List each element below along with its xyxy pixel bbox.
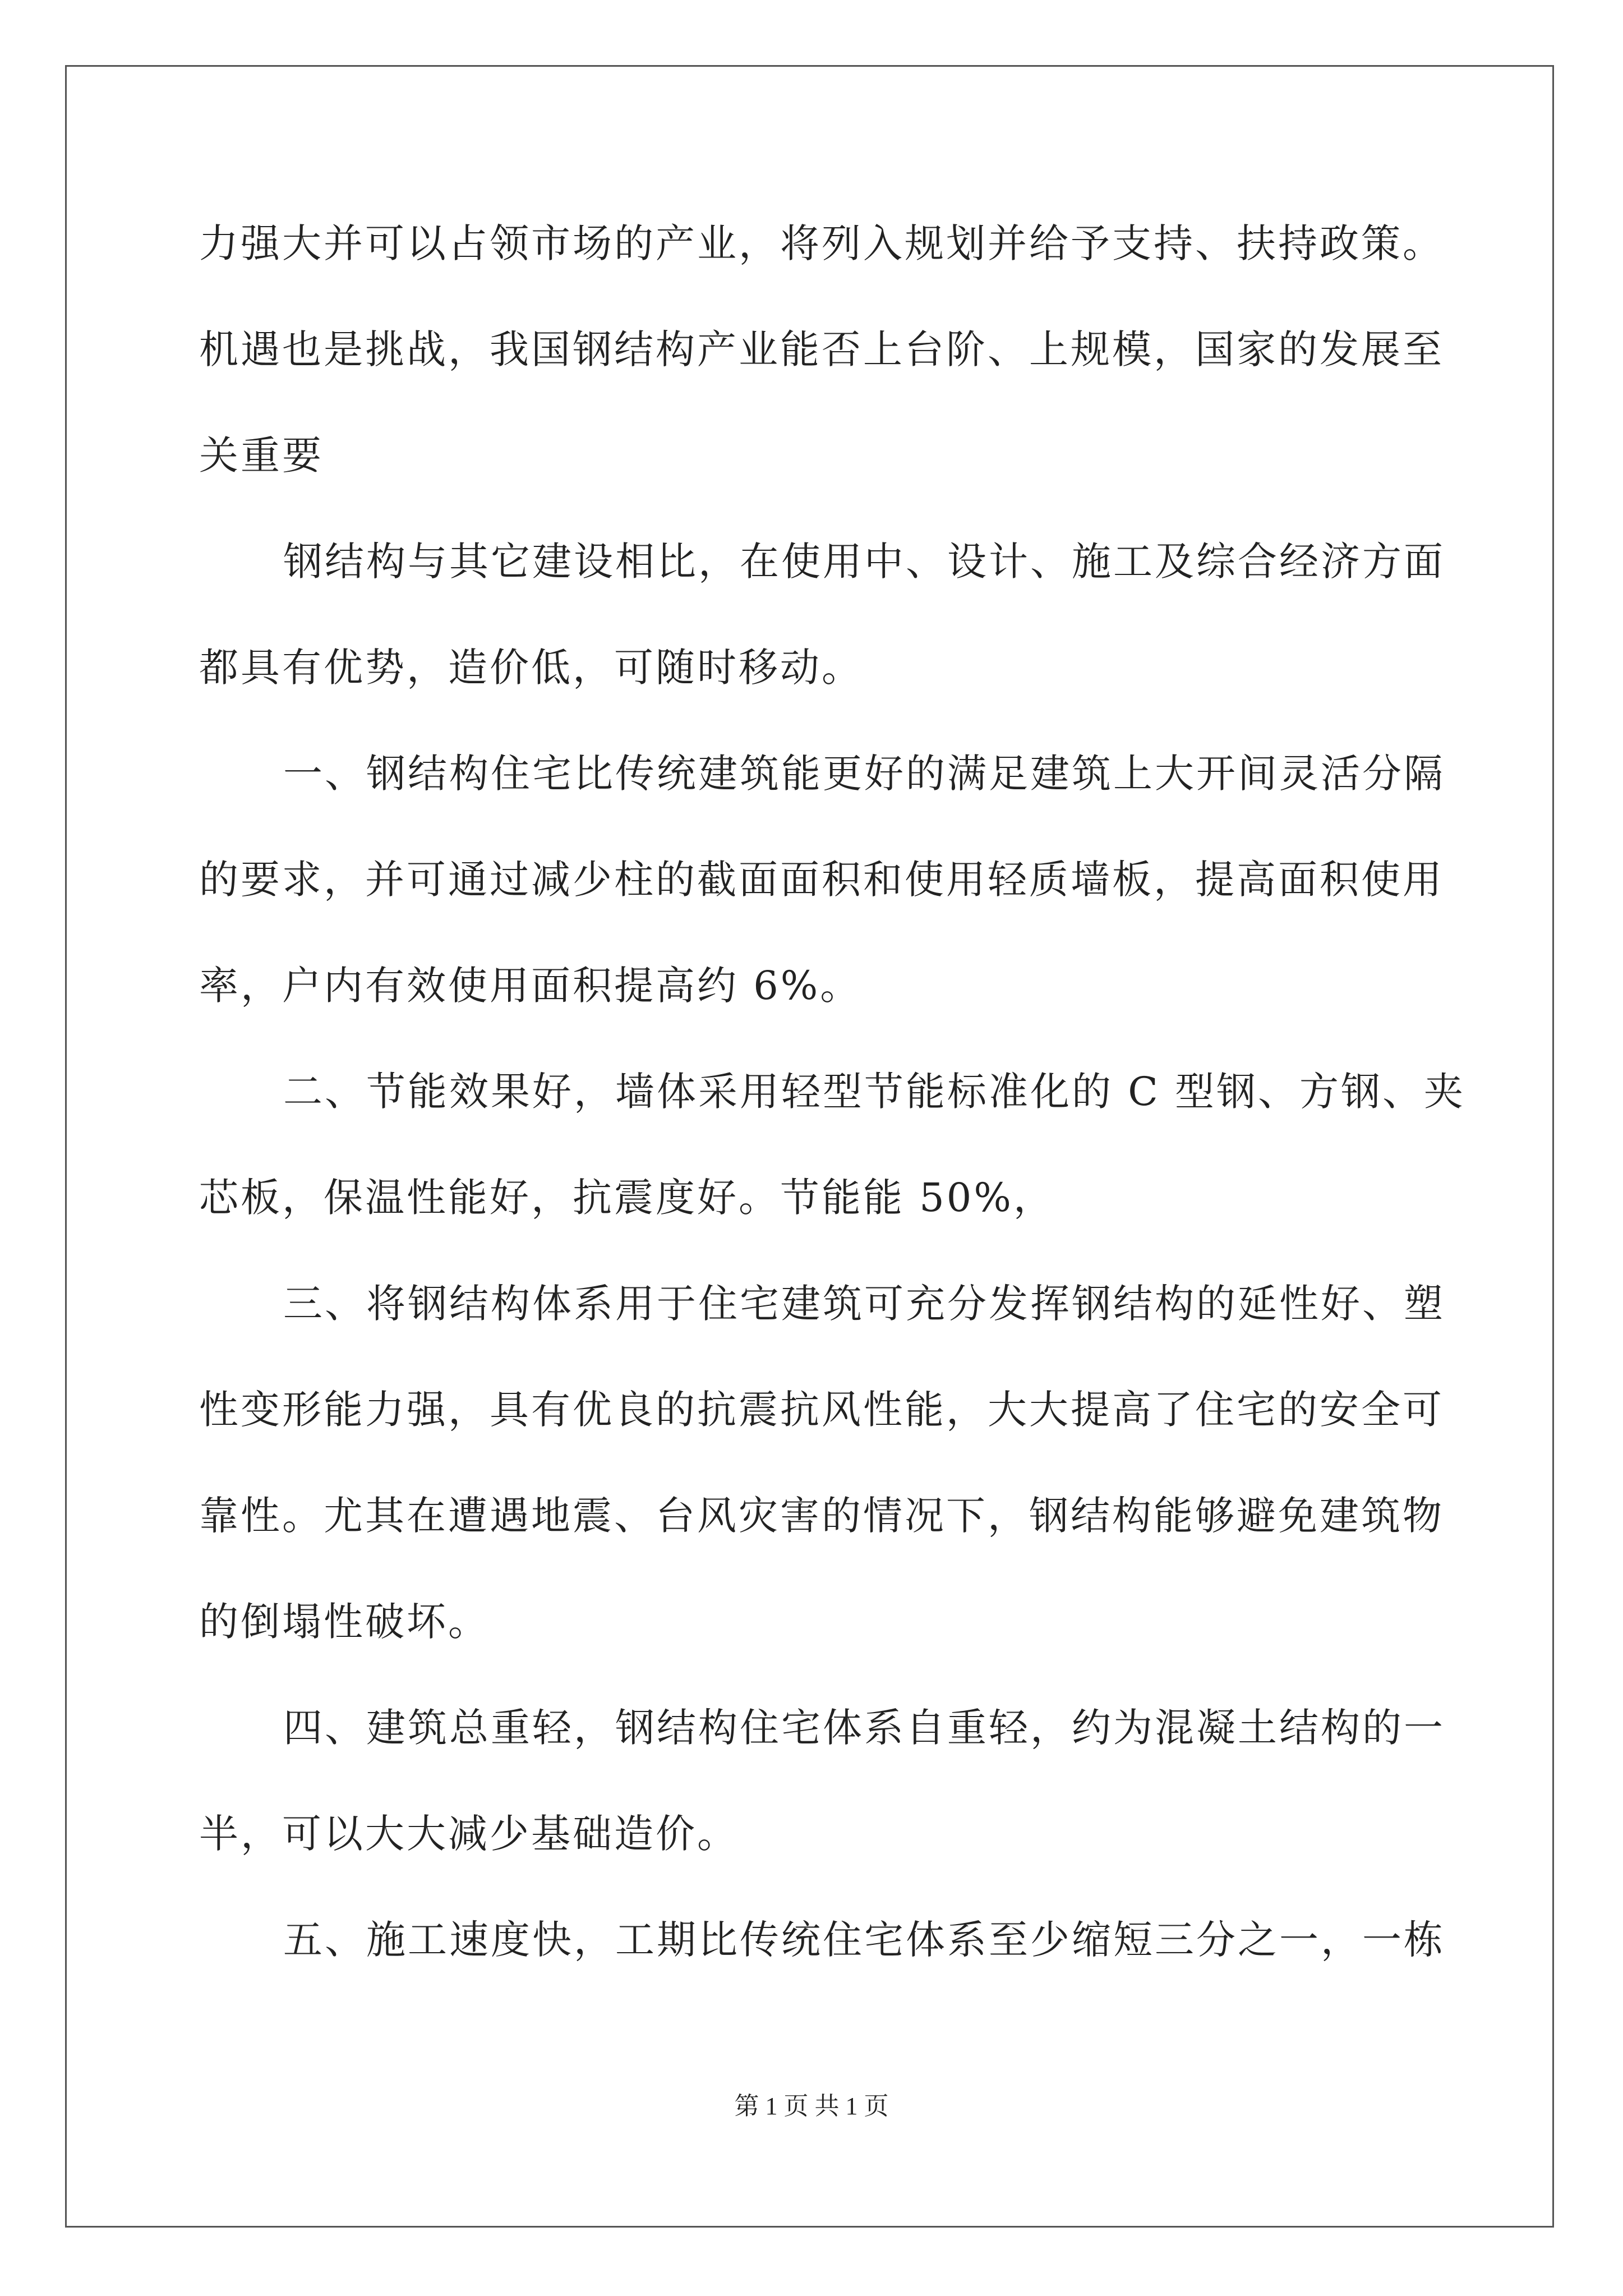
text-line: 性变形能力强，具有优良的抗震抗风性能，大大提高了住宅的安全可: [199, 1387, 1444, 1433]
paragraph-start-line: 二、节能效果好，墙体采用轻型节能标准化的 C 型钢、方钢、夹: [283, 1069, 1466, 1115]
text-line: 的倒塌性破坏。: [199, 1599, 490, 1645]
text-line: 都具有优势，造价低，可随时移动。: [199, 645, 863, 691]
text-line: 芯板，保温性能好，抗震度好。节能能 50%，: [199, 1175, 1055, 1221]
document-body: [199, 191, 1466, 1993]
paragraph-start-line: 三、将钢结构体系用于住宅建筑可充分发挥钢结构的延性好、塑: [283, 1281, 1445, 1327]
paragraph-start-line: 一、钢结构住宅比传统建筑能更好的满足建筑上大开间灵活分隔: [283, 751, 1445, 797]
paragraph-start-line: 钢结构与其它建设相比，在使用中、设计、施工及综合经济方面: [283, 539, 1445, 585]
paragraph-start-line: 四、建筑总重轻，钢结构住宅体系自重轻，约为混凝土结构的一: [283, 1705, 1445, 1751]
text-line: 的要求，并可通过减少柱的截面面积和使用轻质墙板，提高面积使用: [199, 857, 1444, 903]
paragraph-start-line: 五、施工速度快，工期比传统住宅体系至少缩短三分之一，一栋: [283, 1917, 1445, 1963]
text-line: 机遇也是挑战，我国钢结构产业能否上台阶、上规模，国家的发展至: [199, 326, 1444, 372]
page-number-footer: 第 1 页 共 1 页: [734, 2092, 889, 2120]
text-line: 力强大并可以占领市场的产业，将列入规划并给予支持、扶持政策。: [199, 220, 1444, 266]
text-line: 半，可以大大减少基础造价。: [199, 1811, 739, 1857]
text-line: 率，户内有效使用面积提高约 6%。: [199, 963, 862, 1009]
text-line: 靠性。尤其在遭遇地震、台风灾害的情况下，钢结构能够避免建筑物: [199, 1493, 1444, 1539]
text-line: 关重要: [199, 432, 324, 478]
